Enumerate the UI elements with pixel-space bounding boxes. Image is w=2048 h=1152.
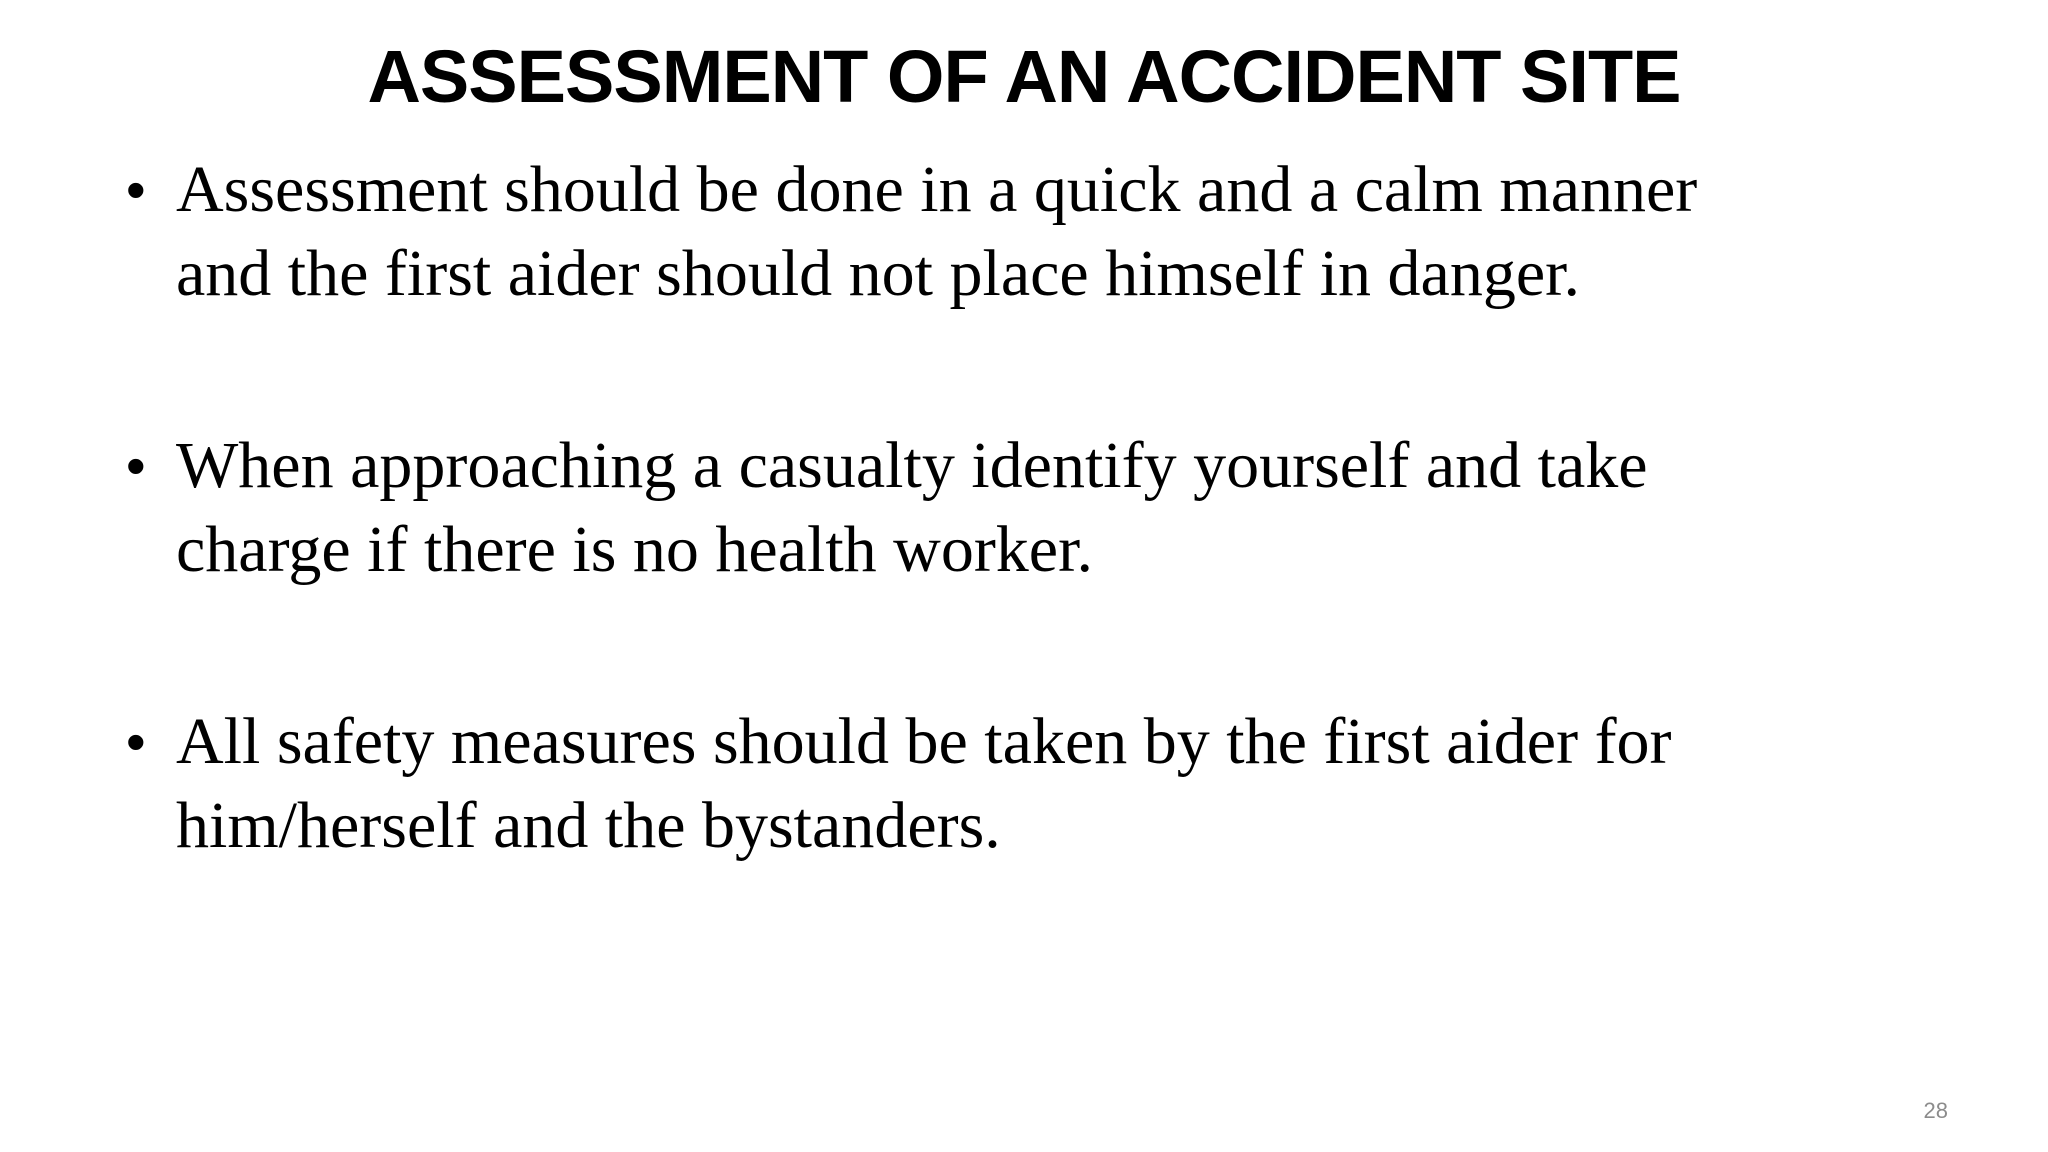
bullet-text-line: When approaching a casualty identify yourself and take	[176, 429, 1648, 502]
bullet-item	[122, 148, 1822, 316]
bullet-list	[122, 148, 1822, 976]
bullet-text-line: Assessment should be done in a quick and a calm manner	[176, 153, 1698, 226]
bullet-text-line: and the first aider should not place himself in danger.	[176, 237, 1580, 310]
bullet-dot-icon: •	[126, 158, 146, 221]
bullet-text-line: charge if there is no health worker.	[176, 513, 1093, 586]
bullet-text-line: him/herself and the bystanders.	[176, 789, 1001, 862]
bullet-dot-icon: •	[126, 710, 146, 773]
slide-title: ASSESSMENT OF AN ACCIDENT SITE	[367, 35, 1681, 118]
bullet-item	[122, 700, 1822, 868]
bullet-item	[122, 424, 1822, 592]
bullet-text-line: All safety measures should be taken by the first aider for	[176, 705, 1672, 778]
page-number: 28	[1923, 1098, 1948, 1123]
bullet-dot-icon: •	[126, 434, 146, 497]
